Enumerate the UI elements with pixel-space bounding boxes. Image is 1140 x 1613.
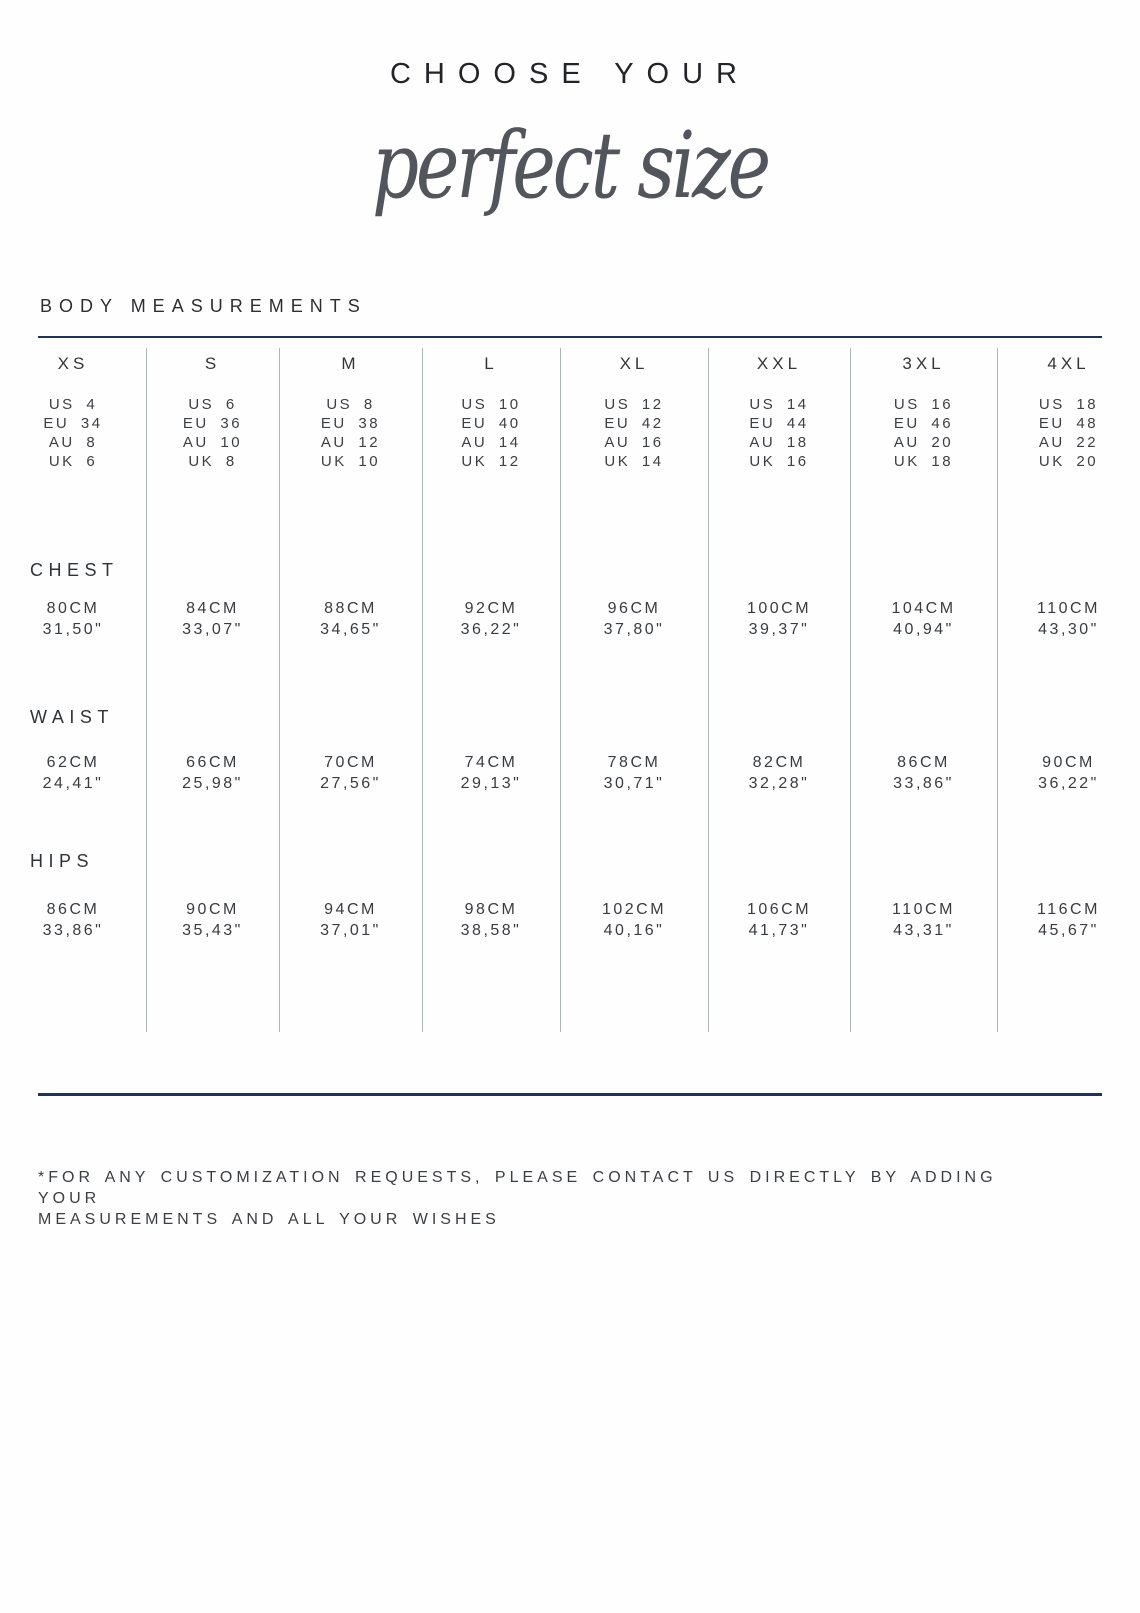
chest-label: CHEST [30,560,119,580]
waist-value: 78CM 30,71" [603,754,665,792]
footnote-line-2: MEASUREMENTS AND ALL YOUR WISHES [38,1211,500,1228]
size-header-row [0,354,1140,374]
waist-value: 62CM 24,41" [42,754,104,792]
size-name-xs: XS [57,354,89,373]
hips-value: 110CM 43,31" [892,901,955,939]
hips-value: 98CM 38,58" [460,901,522,939]
waist-value: 74CM 29,13" [460,754,522,792]
waist-value: 70CM 27,56" [320,754,381,792]
hips-value: 102CM 40,16" [601,901,667,939]
waist-value: 66CM 25,98" [182,754,243,792]
intl-sizes-s: US 6 EU 36 AU 10 UK 8 [182,396,243,470]
bottom-rule [38,1093,1102,1096]
intl-sizes-3xl: US 16 EU 46 AU 20 UK 18 [893,396,954,470]
size-name-s: S [204,354,221,373]
footnote [38,1167,1058,1230]
hips-value: 86CM 33,86" [42,901,104,939]
hips-label: HIPS [30,851,95,871]
waist-value: 90CM 36,22" [1038,754,1099,792]
section-title: BODY MEASUREMENTS [40,296,367,316]
chest-value: 104CM 40,94" [891,600,956,638]
top-rule [38,336,1102,338]
waist-value: 82CM 32,28" [748,754,810,792]
waist-value: 86CM 33,86" [893,754,954,792]
size-name-m: M [341,354,360,373]
hips-value: 94CM 37,01" [320,901,381,939]
hips-values-row [0,899,1140,941]
size-name-xl: XL [619,354,649,373]
chest-value: 96CM 37,80" [603,600,665,638]
hips-value: 116CM 45,67" [1037,901,1100,939]
chest-value: 100CM 39,37" [746,600,812,638]
waist-label: WAIST [30,707,114,727]
intl-sizes-row [0,395,1140,471]
intl-sizes-l: US 10 EU 40 AU 14 UK 12 [461,396,521,470]
intl-sizes-m: US 8 EU 38 AU 12 UK 10 [320,396,381,470]
footnote-line-1: *FOR ANY CUSTOMIZATION REQUESTS, PLEASE CONTACT US DIRECTLY BY ADDING YOUR [38,1169,997,1207]
chest-value: 92CM 36,22" [460,600,522,638]
size-name-3xl: 3XL [902,354,945,373]
intl-sizes-4xl: US 18 EU 48 AU 22 UK 20 [1038,396,1099,470]
intl-sizes-xxl: US 14 EU 44 AU 18 UK 16 [749,396,809,470]
script-title: perfect size [371,112,769,219]
waist-values-row [0,752,1140,794]
chest-values-row [0,598,1140,640]
chest-value: 88CM 34,65" [320,600,381,638]
size-name-l: L [484,354,498,373]
hips-value: 106CM 41,73" [746,901,812,939]
header-eyebrow: CHOOSE YOUR [389,58,750,90]
chest-value: 110CM 43,30" [1037,600,1100,638]
hips-value: 90CM 35,43" [182,901,243,939]
intl-sizes-xs: US 4 EU 34 AU 8 UK 6 [43,396,103,470]
chest-value: 84CM 33,07" [182,600,243,638]
chest-value: 80CM 31,50" [42,600,104,638]
intl-sizes-xl: US 12 EU 42 AU 16 UK 14 [604,396,664,470]
size-name-xxl: XXL [756,354,802,373]
size-name-4xl: 4XL [1047,354,1090,373]
